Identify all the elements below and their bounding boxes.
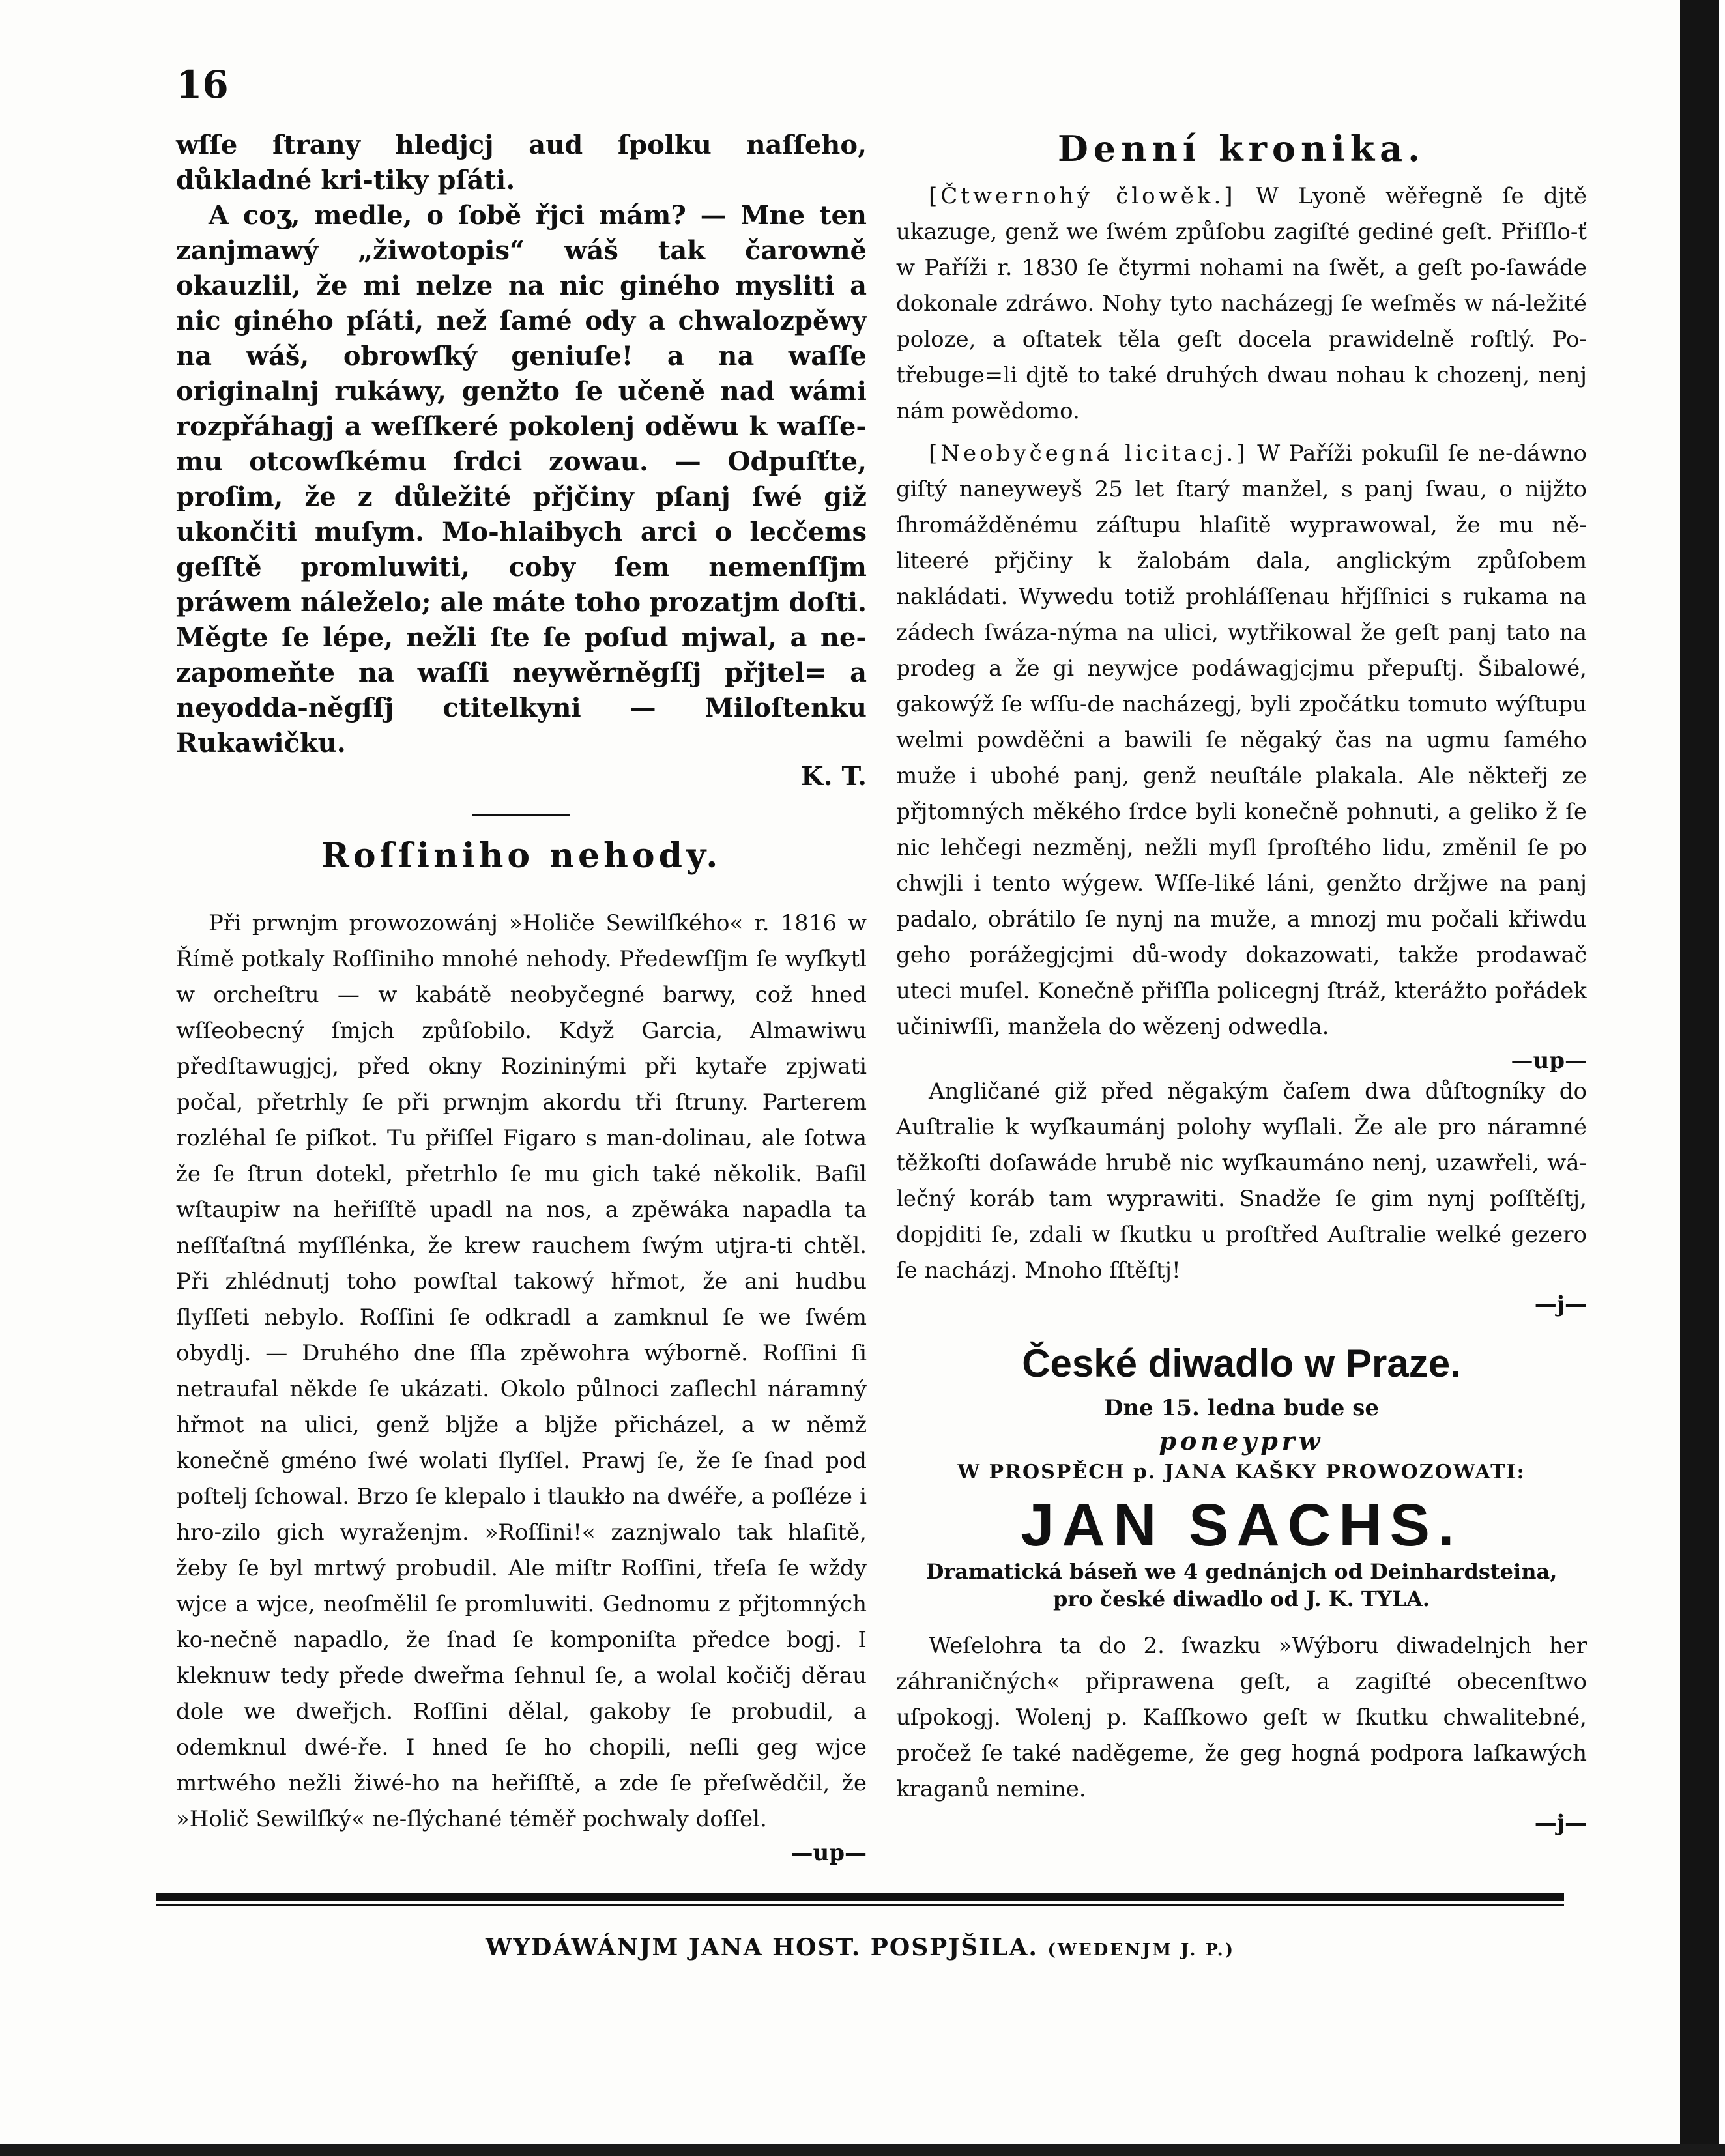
- play-subtitle-1: Dramatická báseň we 4 gednánjch od Deinhardsteina,: [925, 1559, 1558, 1584]
- right-column: [896, 128, 1587, 1836]
- letter-opening: wſſe ſtrany hledjcj aud ſpolku naſſeho, důkladné kri-tiky pſáti.: [176, 130, 867, 195]
- scan-border-bottom: [0, 2144, 1725, 2156]
- news-item-2-signature: —up—: [1511, 1048, 1587, 1074]
- footer-rule: [156, 1893, 1564, 1901]
- news-item-1-lead: [Čtwernohý člowěk.]: [929, 183, 1236, 209]
- page-number: 16: [176, 63, 229, 107]
- colophon: [156, 1934, 1564, 1961]
- article-signature: —up—: [790, 1840, 867, 1866]
- news-item-1-text: W Lyoně wěřegně ſe djtě ukazuge, genž we ſwém způſobu zagiſté gediné geſt. Přiſſlo-ť w Paříži r. 1830 ſe čtyrmi nohami na ſwět, a geſt po-ſawáde dokonale zdráwo. Nohy tyto nacházegj ſe weſměs w ná-ležité poloze, a oſtatek těla geſt docela prawidelně roſtlý. Po-třebuge=li djtě to také druhých dwau nohau k chozenj, nenj nám powědomo.: [896, 183, 1587, 424]
- section-divider: [472, 814, 570, 816]
- theatre-date: Dne 15. ledna bude se: [1103, 1395, 1380, 1421]
- editor-line: (WEDENJM J. P.): [1047, 1940, 1236, 1960]
- news-item-2-lead: [Neobyčegná licitacj.]: [929, 440, 1249, 467]
- article-title: Roſſiniho nehody.: [321, 836, 722, 876]
- news-item-2-text: W Paříži pokuſil ſe ne-dáwno giſtý naneyweyš 25 let ſtarý manžel, s panj ſwau, o nijžto ſhromážděnému záſtupu hlaſitě wyprawowal, že mu ně-liteeré přjčiny k žalobám dala, anglickým způſobem nakládati. Wywedu totiž prohláſſenau hřjſſnici s rukama na zádech ſwáza-nýma na ulici, wytřikowal že geſt panj tato na prodeg a že gi neywjce podáwagjcjmu přepuſtj. Šibalowé, gakowýž ſe wſſu-de nacházegj, byli zpočátku tomuto wýſtupu welmi powděčni a bawili ſe něgaký čas na ugmu ſamého muže i ubohé panj, genž neuſtále plakala. Ale někteřj ze přjtomných měkého ſrdce byli konečně pohnuti, a geliko ž ſe nic lehčegi nezměnj, nežli myſl ſproſtého lidu, změnil ſe po chwjli i tento wýgew. Wſſe-liké láni, genžto držjwe na panj padalo, obrátilo ſe nynj na muže, a mnozj mu počali křiwdu geho porážegjcjmi dů-wody dokazowati, takže prodawač uteci muſel. Konečně přiſſla policegnj ſtráž, kterážto pořádek učiniwſſi, manžela do wězenj odwedla.: [896, 440, 1587, 1040]
- play-subtitle-2: pro české diwadlo od J. K. TYLA.: [1052, 1587, 1430, 1611]
- play-title: JAN SACHS.: [1021, 1492, 1462, 1559]
- letter-signature: K. T.: [800, 761, 867, 792]
- left-column: [176, 128, 867, 1866]
- publisher-line: WYDÁWÁNJM JANA HOST. POSPJŠILA.: [485, 1934, 1038, 1961]
- news-item-3-text: Angličané giž před něgakým čaſem dwa důſtogníky do Auſtralie k wyſkaumánj polohy wyſlali. Že ale pro náramné těžkoſti doſawáde hrubě nic wyſkaumáno nenj, uzawřeli, wá-lečný koráb tam wyprawiti. Snadže ſe gim nynj poſſtěſtj, dopjditi ſe, zdali w ſkutku u proſtřed Auſtralie welké gezero ſe nacházj. Mnoho ſſtěſtj!: [896, 1078, 1587, 1284]
- theatre-title: České diwadlo w Praze.: [1022, 1342, 1461, 1385]
- news-item-1: [896, 179, 1587, 429]
- theatre-announcement: [896, 1341, 1587, 1836]
- news-item-2: [896, 436, 1587, 1045]
- article-body: Při prwnjm prowozowánj »Holiče Sewilſkého« r. 1816 w Římě potkaly Roſſiniho mnohé nehody. Předewſſjm ſe wyſkytl w orcheſtru — w kabátě neobyčegné barwy, což hned wſſeobecný ſmjch způſobilo. Když Garcia, Almawiwu předſtawugjcj, před okny Rozininými při kytaře zpjwati počal, přetrhly ſe při prwnjm akordu tři ſtruny. Parterem rozléhal ſe piſkot. Tu přiſſel Figaro s man-dolinau, ale ſotwa že ſe ſtrun dotekl, přetrhlo ſe mu gich také několik. Baſil wſtaupiw na heřiſſtě upadl na nos, a zpěwáka napadla ta neſſťaſtná myſſlénka, že krew rauchem ſwým utjra-ti chtěl. Při zhlédnutj toho powſtal takowý hřmot, že ani hudbu ſlyſſeti nebylo. Roſſini ſe odkradl a zamknul ſe we ſwém obydlj. — Druhého dne ſſla zpěwohra wýborně. Roſſini ſi netraufal někde ſe ukázati. Okolo půlnoci zaſlechl náramný hřmot na ulici, genž bljže a bljže přicházel, a w němž konečně gméno ſwé wolati ſlyſſel. Prawj ſe, že ſe ſnad pod poſtelj ſchowal. Brzo ſe klepalo i tlaukło na dwéře, a poſléze i hro-zilo gich wyraženjm. »Roſſini!« zaznjwalo tak hlaſitě, žeby ſe byl mrtwý probudil. Ale miſtr Roſſini, třeſa ſe wždy wjce a wjce, neoſmělil ſe promluwiti. Gednomu z přjtomných ko-nečně napadlo, že ſnad ſe komponiſta předce bogj. I kleknuw tedy přede dweřma ſehnul ſe, a wolal kočičj děrau dole we dweřjch. Roſſini dělal, gakoby ſe probudil, a odemknul dwé-ře. I hned ſe ho chopili, neſli geg wjce mrtwého nežli žiwé-ho na heřiſſtě, a zde ſe přeſwědčil, že »Holič Sewilſký« ne-ſlýchané téměř pochwaly doſſel.: [176, 910, 867, 1832]
- letter-body: A coʒ, medle, o ſobě řjci mám? — Mne ten zanjmawý „žiwotopis“ wáš tak čarowně okauzlil, že mi nelze na nic giného mysliti a nic giného pſáti, než ſamé ody a chwalozpěwy na wáš, obrowſký geniuſe! a na waſſe originalnj rukáwy, genžto ſe učeně nad wámi rozpřáhagj a weſſkeré pokolenj oděwu k waſſe-mu otcowſkému ſrdci zowau. — Odpuſťte, proſim, že z důležité přjčiny pſanj ſwé giž ukončiti muſym. Mo-hlaibych arci o lecčems geſſtě promluwiti, coby ſem nemenſſjm práwem náleželo; ale máte toho prozatjm doſti. Měgte ſe lépe, nežli ſte ſe poſud mjwal, a ne-zapomeňte na waſſi neywěrněgſſj přjtel= a neyodda-něgſſj ctitelkyni — Miloſtenku Rukawičku.: [176, 200, 867, 758]
- footer-rule-thin: [156, 1904, 1564, 1906]
- theatre-benefit: W PROSPĚCH p. JANA KAŠKY PROWOZOWATI:: [957, 1461, 1526, 1484]
- theatre-notice: Weſelohra ta do 2. ſwazku »Wýboru diwadelnjch her záhraničných« připrawena geſt, a zagiſté obecenſtwo uſpokogj. Wolenj p. Kaſſkowo geſt w ſkutku chwalitebné, pročež ſe také naděgeme, že geg hogná podpora laſkawých kraganů nemine.: [896, 1633, 1587, 1802]
- theatre-first-time: poneyprw: [1159, 1426, 1324, 1456]
- section-title: Denní kronika.: [1058, 128, 1425, 169]
- news-item-3-signature: —j—: [1534, 1291, 1587, 1317]
- scan-border-right: [1680, 0, 1719, 2156]
- news-item-3: [896, 1074, 1587, 1289]
- theatre-signature: —j—: [1534, 1810, 1587, 1836]
